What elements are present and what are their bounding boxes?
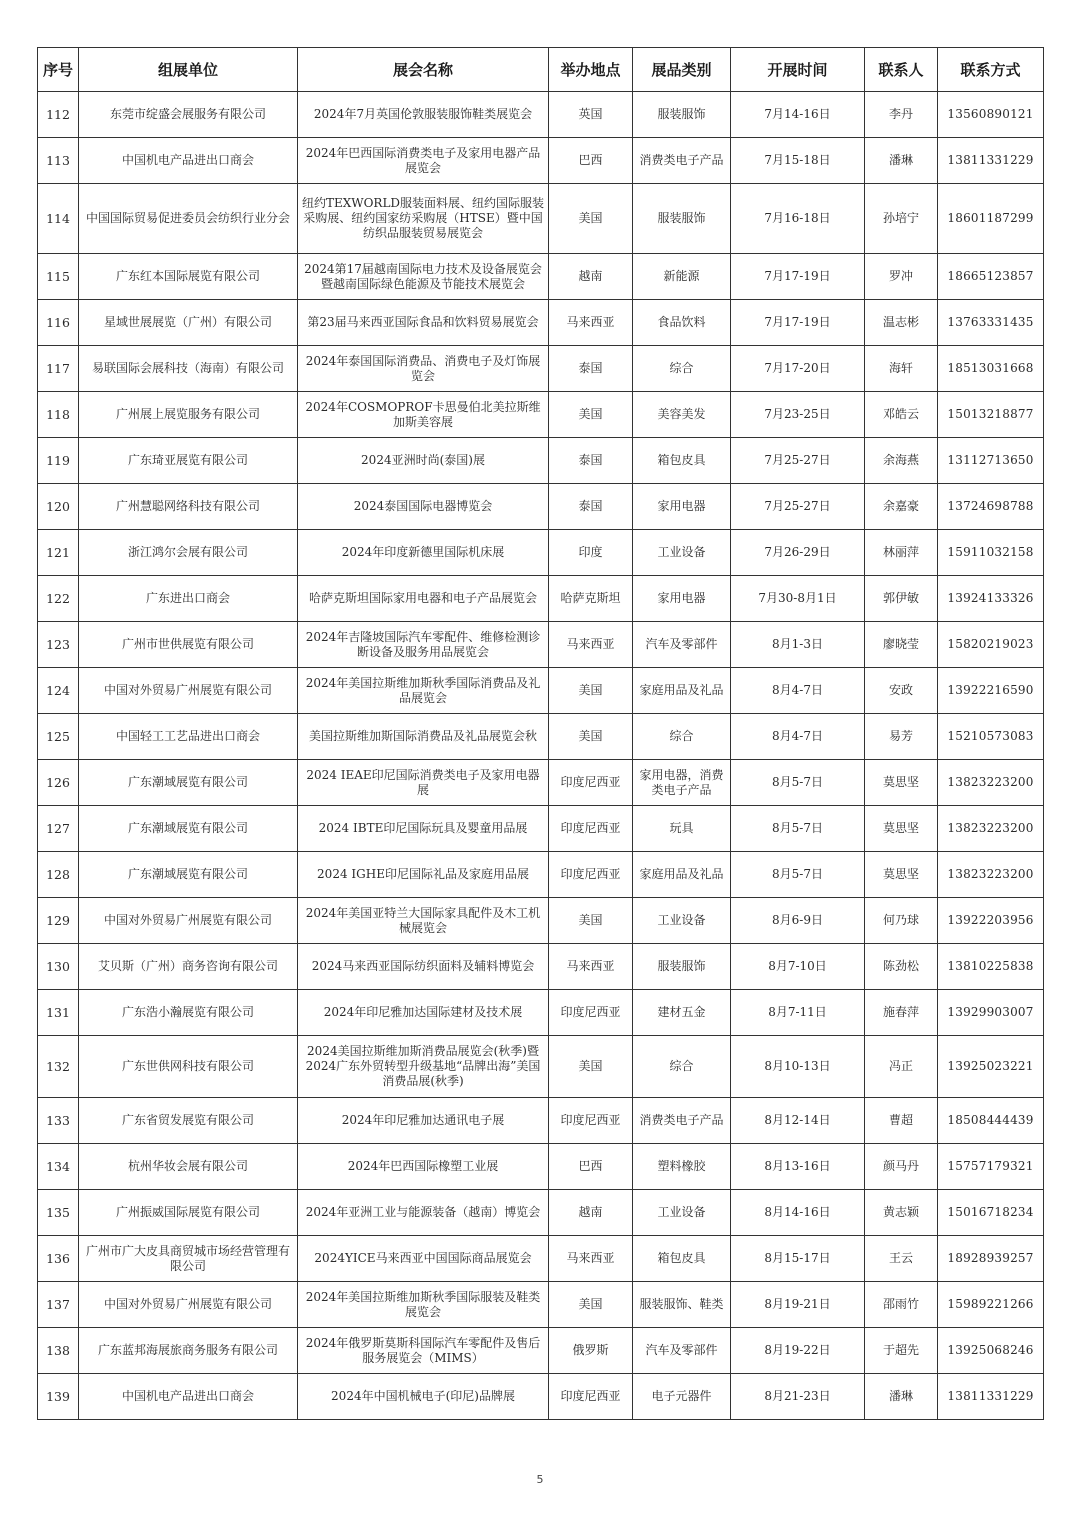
cell-date: 7月23-25日	[731, 392, 865, 438]
cell-no: 123	[38, 622, 79, 668]
cell-category: 工业设备	[633, 1190, 731, 1236]
cell-category: 箱包皮具	[633, 438, 731, 484]
cell-organizer: 广东红本国际展览有限公司	[79, 254, 298, 300]
cell-exhibition-name: 2024年巴西国际橡塑工业展	[298, 1144, 549, 1190]
cell-location: 马来西亚	[549, 622, 633, 668]
cell-phone: 13560890121	[938, 92, 1044, 138]
cell-no: 139	[38, 1374, 79, 1420]
cell-exhibition-name: 2024年巴西国际消费类电子及家用电器产品展览会	[298, 138, 549, 184]
cell-no: 112	[38, 92, 79, 138]
cell-location: 泰国	[549, 438, 633, 484]
cell-date: 8月7-11日	[731, 990, 865, 1036]
cell-no: 133	[38, 1098, 79, 1144]
cell-contact: 余海燕	[865, 438, 938, 484]
cell-contact: 易芳	[865, 714, 938, 760]
cell-organizer: 广东潮域展览有限公司	[79, 852, 298, 898]
cell-exhibition-name: 2024年印尼雅加达通讯电子展	[298, 1098, 549, 1144]
cell-organizer: 广东进出口商会	[79, 576, 298, 622]
cell-organizer: 浙江鸿尔会展有限公司	[79, 530, 298, 576]
cell-organizer: 广东琦亚展览有限公司	[79, 438, 298, 484]
cell-category: 服装服饰	[633, 184, 731, 254]
cell-organizer: 广东浩小瀚展览有限公司	[79, 990, 298, 1036]
cell-category: 家用电器	[633, 484, 731, 530]
cell-date: 7月15-18日	[731, 138, 865, 184]
cell-location: 美国	[549, 898, 633, 944]
cell-contact: 潘琳	[865, 138, 938, 184]
cell-exhibition-name: 2024年亚洲工业与能源装备（越南）博览会	[298, 1190, 549, 1236]
cell-location: 印度	[549, 530, 633, 576]
cell-category: 工业设备	[633, 898, 731, 944]
cell-contact: 莫思坚	[865, 806, 938, 852]
cell-contact: 于超先	[865, 1328, 938, 1374]
cell-no: 115	[38, 254, 79, 300]
cell-no: 121	[38, 530, 79, 576]
cell-date: 7月26-29日	[731, 530, 865, 576]
cell-contact: 郭伊敏	[865, 576, 938, 622]
cell-exhibition-name: 2024年COSMOPROF卡思曼伯北美拉斯维加斯美容展	[298, 392, 549, 438]
table-row	[38, 300, 1044, 346]
table-row	[38, 484, 1044, 530]
cell-exhibition-name: 2024 IEAE印尼国际消费类电子及家用电器展	[298, 760, 549, 806]
cell-organizer: 中国国际贸易促进委员会纺织行业分会	[79, 184, 298, 254]
cell-date: 7月17-20日	[731, 346, 865, 392]
cell-category: 电子元器件	[633, 1374, 731, 1420]
cell-exhibition-name: 2024年印度新德里国际机床展	[298, 530, 549, 576]
cell-category: 玩具	[633, 806, 731, 852]
cell-location: 马来西亚	[549, 944, 633, 990]
cell-location: 美国	[549, 392, 633, 438]
cell-contact: 黄志颖	[865, 1190, 938, 1236]
cell-organizer: 中国对外贸易广州展览有限公司	[79, 668, 298, 714]
cell-exhibition-name: 2024 IGHE印尼国际礼品及家庭用品展	[298, 852, 549, 898]
cell-location: 泰国	[549, 346, 633, 392]
cell-no: 125	[38, 714, 79, 760]
cell-phone: 13929903007	[938, 990, 1044, 1036]
cell-phone: 13925068246	[938, 1328, 1044, 1374]
cell-phone: 18508444439	[938, 1098, 1044, 1144]
cell-category: 服装服饰	[633, 944, 731, 990]
cell-location: 英国	[549, 92, 633, 138]
page-number: 5	[536, 1473, 544, 1486]
cell-no: 120	[38, 484, 79, 530]
cell-date: 7月16-18日	[731, 184, 865, 254]
cell-exhibition-name: 2024年泰国国际消费品、消费电子及灯饰展览会	[298, 346, 549, 392]
cell-date: 8月19-22日	[731, 1328, 865, 1374]
cell-no: 128	[38, 852, 79, 898]
cell-contact: 海轩	[865, 346, 938, 392]
cell-date: 8月5-7日	[731, 760, 865, 806]
cell-organizer: 广东蓝邦海展旅商务服务有限公司	[79, 1328, 298, 1374]
cell-no: 124	[38, 668, 79, 714]
cell-phone: 13922203956	[938, 898, 1044, 944]
cell-organizer: 广东省贸发展览有限公司	[79, 1098, 298, 1144]
cell-no: 117	[38, 346, 79, 392]
cell-location: 印度尼西亚	[549, 806, 633, 852]
table-row	[38, 1374, 1044, 1420]
cell-phone: 13924133326	[938, 576, 1044, 622]
cell-exhibition-name: 第23届马来西亚国际食品和饮料贸易展览会	[298, 300, 549, 346]
cell-category: 综合	[633, 346, 731, 392]
cell-date: 8月6-9日	[731, 898, 865, 944]
cell-no: 118	[38, 392, 79, 438]
col-header-date: 开展时间	[731, 48, 865, 92]
table-row	[38, 1036, 1044, 1098]
cell-organizer: 广州振威国际展览有限公司	[79, 1190, 298, 1236]
col-header-contact: 联系人	[865, 48, 938, 92]
cell-location: 印度尼西亚	[549, 760, 633, 806]
cell-date: 8月13-16日	[731, 1144, 865, 1190]
cell-organizer: 中国对外贸易广州展览有限公司	[79, 898, 298, 944]
cell-no: 129	[38, 898, 79, 944]
col-header-category: 展品类别	[633, 48, 731, 92]
table-row	[38, 1098, 1044, 1144]
cell-date: 8月14-16日	[731, 1190, 865, 1236]
cell-contact: 孙培宁	[865, 184, 938, 254]
cell-location: 越南	[549, 1190, 633, 1236]
table-row	[38, 138, 1044, 184]
cell-no: 137	[38, 1282, 79, 1328]
cell-category: 服装服饰	[633, 92, 731, 138]
cell-date: 7月14-16日	[731, 92, 865, 138]
cell-contact: 邓皓云	[865, 392, 938, 438]
cell-location: 俄罗斯	[549, 1328, 633, 1374]
table-row	[38, 1236, 1044, 1282]
cell-phone: 13811331229	[938, 1374, 1044, 1420]
cell-category: 建材五金	[633, 990, 731, 1036]
table-row	[38, 852, 1044, 898]
cell-category: 箱包皮具	[633, 1236, 731, 1282]
table-row	[38, 806, 1044, 852]
cell-date: 8月5-7日	[731, 806, 865, 852]
cell-location: 印度尼西亚	[549, 990, 633, 1036]
cell-organizer: 中国机电产品进出口商会	[79, 138, 298, 184]
cell-contact: 林丽萍	[865, 530, 938, 576]
cell-phone: 18928939257	[938, 1236, 1044, 1282]
cell-category: 汽车及零部件	[633, 622, 731, 668]
cell-organizer: 广东潮域展览有限公司	[79, 806, 298, 852]
table-row	[38, 530, 1044, 576]
cell-location: 马来西亚	[549, 300, 633, 346]
cell-organizer: 广东潮域展览有限公司	[79, 760, 298, 806]
cell-date: 8月21-23日	[731, 1374, 865, 1420]
cell-category: 塑料橡胶	[633, 1144, 731, 1190]
cell-category: 新能源	[633, 254, 731, 300]
cell-location: 巴西	[549, 138, 633, 184]
table-row	[38, 1190, 1044, 1236]
cell-exhibition-name: 2024年美国拉斯维加斯秋季国际消费品及礼品展览会	[298, 668, 549, 714]
cell-location: 印度尼西亚	[549, 852, 633, 898]
table-row	[38, 184, 1044, 254]
cell-no: 113	[38, 138, 79, 184]
cell-category: 综合	[633, 1036, 731, 1098]
cell-exhibition-name: 2024亚洲时尚(泰国)展	[298, 438, 549, 484]
cell-location: 美国	[549, 184, 633, 254]
cell-no: 136	[38, 1236, 79, 1282]
cell-exhibition-name: 2024 IBTE印尼国际玩具及婴童用品展	[298, 806, 549, 852]
cell-date: 7月17-19日	[731, 300, 865, 346]
cell-date: 7月25-27日	[731, 438, 865, 484]
cell-location: 印度尼西亚	[549, 1098, 633, 1144]
cell-category: 食品饮料	[633, 300, 731, 346]
cell-date: 8月7-10日	[731, 944, 865, 990]
cell-no: 130	[38, 944, 79, 990]
cell-contact: 颜马丹	[865, 1144, 938, 1190]
cell-no: 119	[38, 438, 79, 484]
cell-organizer: 易联国际会展科技（海南）有限公司	[79, 346, 298, 392]
cell-location: 美国	[549, 714, 633, 760]
cell-phone: 15757179321	[938, 1144, 1044, 1190]
col-header-location: 举办地点	[549, 48, 633, 92]
cell-organizer: 广州市世供展览有限公司	[79, 622, 298, 668]
cell-contact: 李丹	[865, 92, 938, 138]
cell-no: 127	[38, 806, 79, 852]
cell-category: 家用电器，消费类电子产品	[633, 760, 731, 806]
cell-exhibition-name: 2024年美国亚特兰大国际家具配件及木工机械展览会	[298, 898, 549, 944]
cell-organizer: 广州市广大皮具商贸城市场经营管理有限公司	[79, 1236, 298, 1282]
cell-phone: 13811331229	[938, 138, 1044, 184]
cell-exhibition-name: 2024YICE马来西亚中国国际商品展览会	[298, 1236, 549, 1282]
cell-contact: 王云	[865, 1236, 938, 1282]
cell-exhibition-name: 纽约TEXWORLD服装面料展、纽约国际服装采购展、纽约国家纺采购展（HTSE）暨中国纺织品服装贸易展览会	[298, 184, 549, 254]
cell-organizer: 广州慧聪网络科技有限公司	[79, 484, 298, 530]
cell-location: 马来西亚	[549, 1236, 633, 1282]
table-row	[38, 254, 1044, 300]
cell-category: 工业设备	[633, 530, 731, 576]
cell-contact: 莫思坚	[865, 760, 938, 806]
table-row	[38, 668, 1044, 714]
cell-category: 家用电器	[633, 576, 731, 622]
cell-phone: 13763331435	[938, 300, 1044, 346]
cell-exhibition-name: 2024马来西亚国际纺织面料及辅料博览会	[298, 944, 549, 990]
cell-contact: 安政	[865, 668, 938, 714]
cell-exhibition-name: 2024年吉隆坡国际汽车零配件、维修检测诊断设备及服务用品展览会	[298, 622, 549, 668]
cell-phone: 15016718234	[938, 1190, 1044, 1236]
table-row	[38, 944, 1044, 990]
col-header-exhibition-name: 展会名称	[298, 48, 549, 92]
cell-contact: 温志彬	[865, 300, 938, 346]
cell-exhibition-name: 哈萨克斯坦国际家用电器和电子产品展览会	[298, 576, 549, 622]
table-row	[38, 1328, 1044, 1374]
cell-no: 132	[38, 1036, 79, 1098]
cell-no: 126	[38, 760, 79, 806]
cell-exhibition-name: 美国拉斯维加斯国际消费品及礼品展览会秋	[298, 714, 549, 760]
cell-no: 134	[38, 1144, 79, 1190]
cell-location: 美国	[549, 668, 633, 714]
cell-organizer: 东莞市绽盛会展服务有限公司	[79, 92, 298, 138]
cell-category: 家庭用品及礼品	[633, 852, 731, 898]
cell-contact: 廖晓莹	[865, 622, 938, 668]
table-row	[38, 92, 1044, 138]
cell-location: 美国	[549, 1036, 633, 1098]
table-row	[38, 990, 1044, 1036]
cell-phone: 13922216590	[938, 668, 1044, 714]
cell-contact: 陈劲松	[865, 944, 938, 990]
cell-exhibition-name: 2024第17届越南国际电力技术及设备展览会暨越南国际绿色能源及节能技术展览会	[298, 254, 549, 300]
cell-phone: 18665123857	[938, 254, 1044, 300]
cell-phone: 18601187299	[938, 184, 1044, 254]
cell-contact: 莫思坚	[865, 852, 938, 898]
cell-exhibition-name: 2024年7月英国伦敦服装服饰鞋类展览会	[298, 92, 549, 138]
cell-organizer: 中国轻工工艺品进出口商会	[79, 714, 298, 760]
cell-date: 8月19-21日	[731, 1282, 865, 1328]
cell-contact: 冯正	[865, 1036, 938, 1098]
table-row	[38, 438, 1044, 484]
cell-phone: 15989221266	[938, 1282, 1044, 1328]
cell-location: 巴西	[549, 1144, 633, 1190]
cell-phone: 15210573083	[938, 714, 1044, 760]
cell-contact: 曹超	[865, 1098, 938, 1144]
cell-organizer: 星域世展展览（广州）有限公司	[79, 300, 298, 346]
cell-date: 8月10-13日	[731, 1036, 865, 1098]
cell-organizer: 广州展上展览服务有限公司	[79, 392, 298, 438]
cell-exhibition-name: 2024年俄罗斯莫斯科国际汽车零配件及售后服务展览会（MIMS）	[298, 1328, 549, 1374]
cell-date: 8月1-3日	[731, 622, 865, 668]
cell-phone: 13823223200	[938, 852, 1044, 898]
table-row	[38, 392, 1044, 438]
cell-date: 8月15-17日	[731, 1236, 865, 1282]
col-header-phone: 联系方式	[938, 48, 1044, 92]
cell-phone: 13823223200	[938, 760, 1044, 806]
cell-organizer: 中国对外贸易广州展览有限公司	[79, 1282, 298, 1328]
cell-no: 122	[38, 576, 79, 622]
table-row	[38, 760, 1044, 806]
cell-date: 8月4-7日	[731, 668, 865, 714]
cell-contact: 余嘉豪	[865, 484, 938, 530]
cell-category: 消费类电子产品	[633, 138, 731, 184]
cell-location: 印度尼西亚	[549, 1374, 633, 1420]
cell-date: 8月5-7日	[731, 852, 865, 898]
cell-phone: 13810225838	[938, 944, 1044, 990]
table-row	[38, 898, 1044, 944]
cell-category: 汽车及零部件	[633, 1328, 731, 1374]
cell-location: 美国	[549, 1282, 633, 1328]
cell-phone: 13925023221	[938, 1036, 1044, 1098]
cell-organizer: 艾贝斯（广州）商务咨询有限公司	[79, 944, 298, 990]
cell-no: 138	[38, 1328, 79, 1374]
cell-contact: 施春萍	[865, 990, 938, 1036]
table-row	[38, 576, 1044, 622]
cell-no: 114	[38, 184, 79, 254]
cell-category: 服装服饰、鞋类	[633, 1282, 731, 1328]
cell-organizer: 广东世供网科技有限公司	[79, 1036, 298, 1098]
cell-exhibition-name: 2024年印尼雅加达国际建材及技术展	[298, 990, 549, 1036]
col-header-no: 序号	[38, 48, 79, 92]
cell-category: 综合	[633, 714, 731, 760]
cell-exhibition-name: 2024泰国国际电器博览会	[298, 484, 549, 530]
col-header-organizer: 组展单位	[79, 48, 298, 92]
cell-date: 7月17-19日	[731, 254, 865, 300]
cell-category: 消费类电子产品	[633, 1098, 731, 1144]
exhibition-schedule-table	[37, 47, 1044, 1420]
cell-phone: 13724698788	[938, 484, 1044, 530]
cell-category: 家庭用品及礼品	[633, 668, 731, 714]
cell-category: 美容美发	[633, 392, 731, 438]
cell-contact: 邵雨竹	[865, 1282, 938, 1328]
table-row	[38, 1144, 1044, 1190]
cell-date: 7月30-8月1日	[731, 576, 865, 622]
cell-phone: 13823223200	[938, 806, 1044, 852]
cell-location: 越南	[549, 254, 633, 300]
cell-exhibition-name: 2024年中国机械电子(印尼)品牌展	[298, 1374, 549, 1420]
cell-contact: 潘琳	[865, 1374, 938, 1420]
cell-no: 116	[38, 300, 79, 346]
cell-organizer: 杭州华妆会展有限公司	[79, 1144, 298, 1190]
cell-no: 131	[38, 990, 79, 1036]
cell-phone: 15013218877	[938, 392, 1044, 438]
cell-exhibition-name: 2024美国拉斯维加斯消费品展览会(秋季)暨2024广东外贸转型升级基地“品牌出海”美国消费品展(秋季)	[298, 1036, 549, 1098]
cell-organizer: 中国机电产品进出口商会	[79, 1374, 298, 1420]
cell-date: 8月4-7日	[731, 714, 865, 760]
cell-exhibition-name: 2024年美国拉斯维加斯秋季国际服装及鞋类展览会	[298, 1282, 549, 1328]
cell-location: 泰国	[549, 484, 633, 530]
table-row	[38, 714, 1044, 760]
cell-date: 7月25-27日	[731, 484, 865, 530]
cell-phone: 13112713650	[938, 438, 1044, 484]
header-row	[38, 48, 1044, 92]
cell-phone: 15820219023	[938, 622, 1044, 668]
table-row	[38, 346, 1044, 392]
cell-contact: 罗冲	[865, 254, 938, 300]
cell-no: 135	[38, 1190, 79, 1236]
table-row	[38, 1282, 1044, 1328]
cell-location: 哈萨克斯坦	[549, 576, 633, 622]
cell-phone: 15911032158	[938, 530, 1044, 576]
cell-date: 8月12-14日	[731, 1098, 865, 1144]
table-row	[38, 622, 1044, 668]
cell-contact: 何乃球	[865, 898, 938, 944]
cell-phone: 18513031668	[938, 346, 1044, 392]
